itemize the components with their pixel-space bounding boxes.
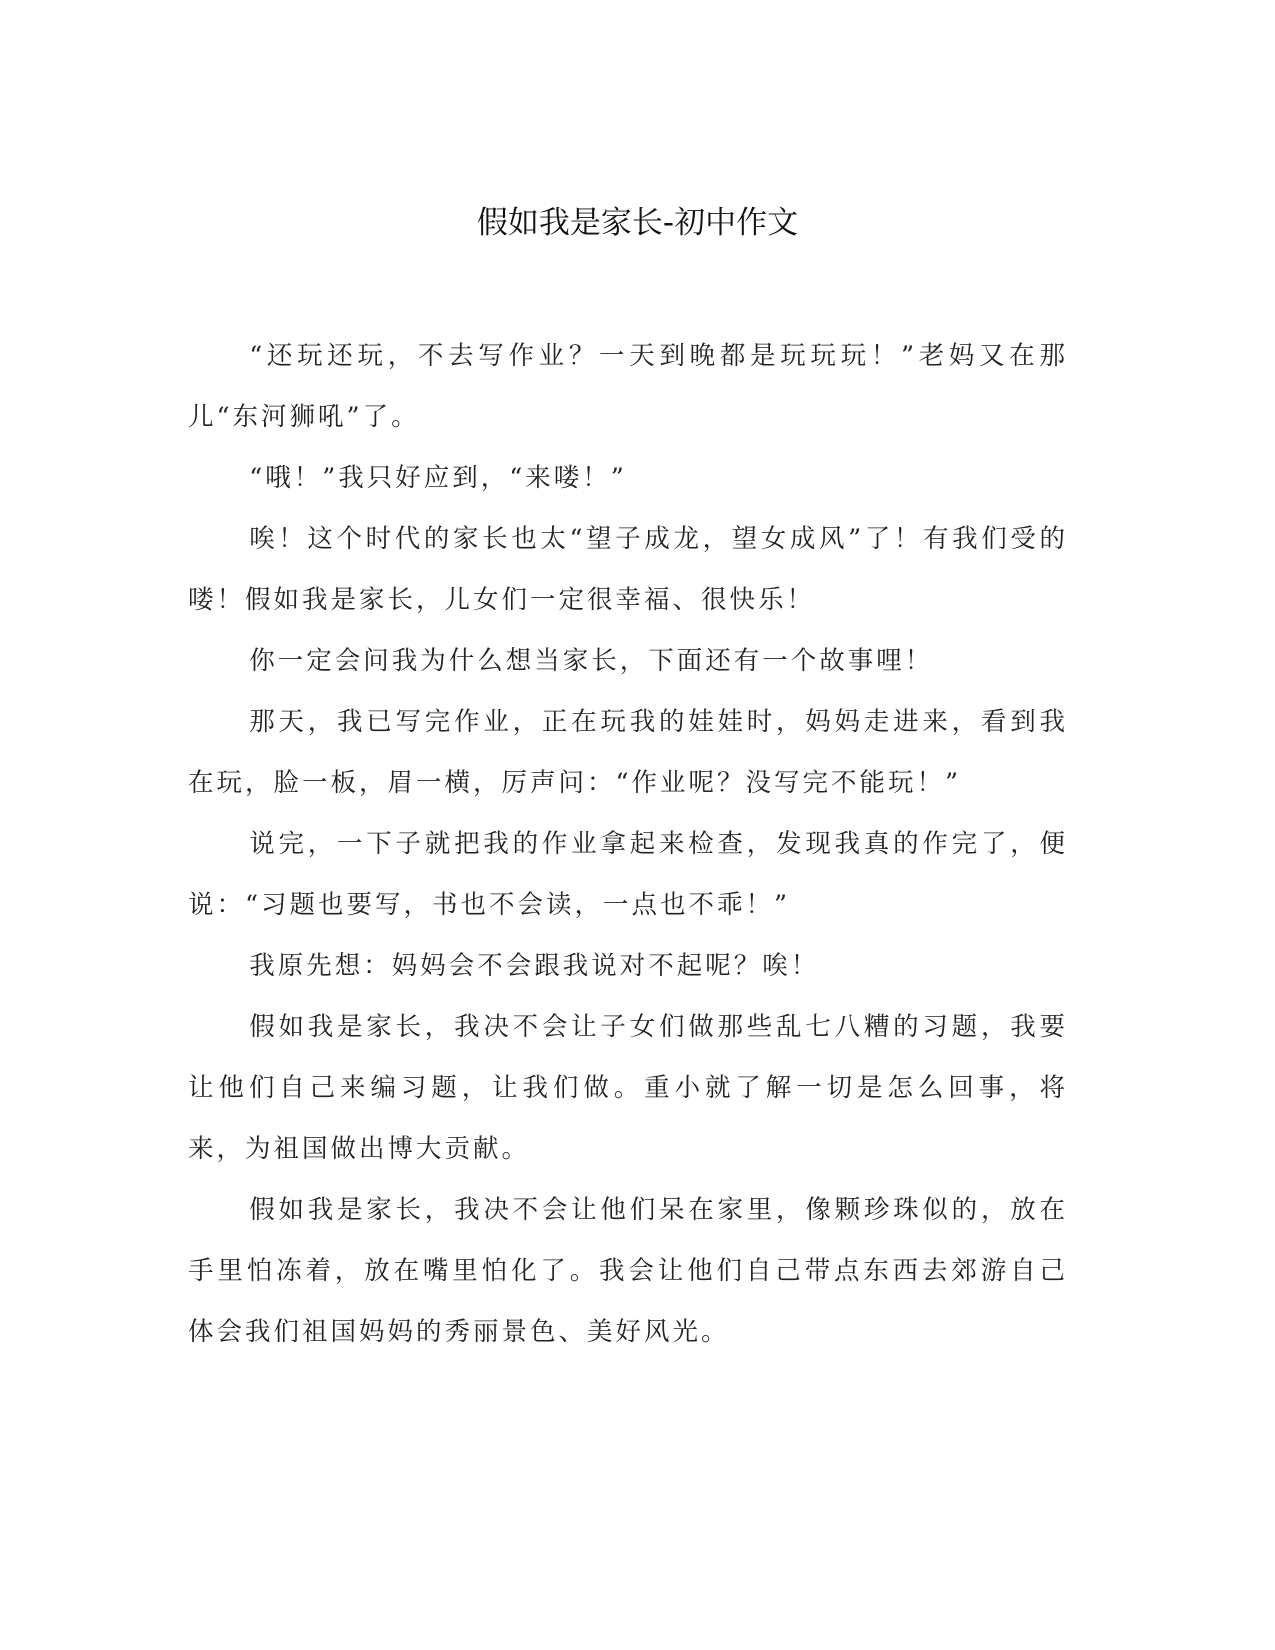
paragraph: “哦！”我只好应到，“来喽！” (249, 463, 627, 493)
paragraph: “还玩还玩，不去写作业？一天到晚都是玩玩玩！”老妈又在那儿“东河狮吼”了。 (188, 341, 1068, 432)
document-body (188, 326, 1068, 1363)
paragraph: 假如我是家长，我决不会让他们呆在家里，像颗珍珠似的，放在手里怕冻着，放在嘴里怕化了。我会让他们自己带点东西去郊游自己体会我们祖国妈妈的秀丽景色、美好风光。 (188, 1195, 1068, 1347)
paragraph: 唉！这个时代的家长也太“望子成龙，望女成风”了！有我们受的喽！假如我是家长，儿女们一定很幸福、很快乐！ (188, 524, 1068, 615)
paragraph: 我原先想：妈妈会不会跟我说对不起呢？唉！ (249, 951, 820, 981)
paragraph: 你一定会问我为什么想当家长，下面还有一个故事哩！ (249, 646, 934, 676)
paragraph: 假如我是家长，我决不会让子女们做那些乱七八糟的习题，我要让他们自己来编习题，让我们做。重小就了解一切是怎么回事，将来，为祖国做出博大贡献。 (188, 1012, 1068, 1164)
paragraph: 那天，我已写完作业，正在玩我的娃娃时，妈妈走进来，看到我在玩，脸一板，眉一横，厉声问：“作业呢？没写完不能玩！” (188, 707, 1068, 798)
paragraph: 说完，一下子就把我的作业拿起来检查，发现我真的作完了，便说：“习题也要写，书也不会读，一点也不乖！” (188, 829, 1068, 920)
document-title: 假如我是家长-初中作文 (476, 205, 799, 241)
